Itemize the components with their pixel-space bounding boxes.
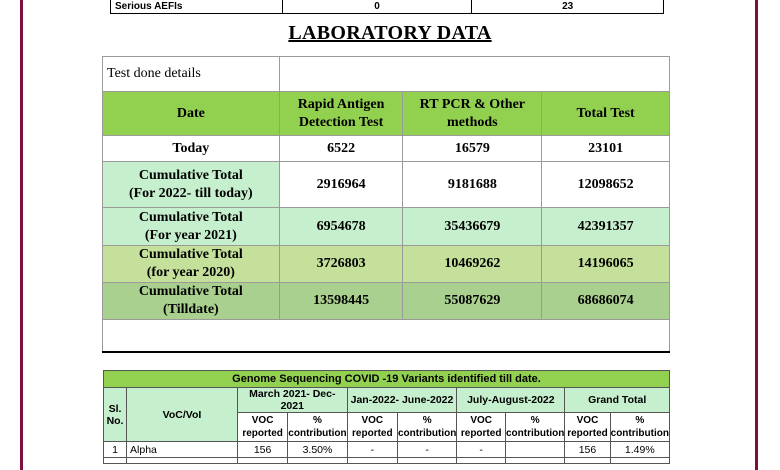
cell-value: - xyxy=(398,442,457,458)
voc-line1: VOC xyxy=(576,415,599,426)
rtpcr-value: 10469262 xyxy=(403,246,542,283)
table-header-row xyxy=(103,92,670,136)
table-row xyxy=(103,57,670,92)
pct-line1: % xyxy=(313,415,322,426)
header-total-test: Total Test xyxy=(542,92,670,136)
pct-line2: contribution xyxy=(610,428,669,439)
total-value: 12098652 xyxy=(542,162,670,208)
header-rtpcr-line2: methods xyxy=(447,114,498,130)
cell-value: - xyxy=(457,442,506,458)
voc-line2: reported xyxy=(242,428,283,439)
aefi-table-fragment xyxy=(110,0,664,14)
row-label: Today xyxy=(103,136,280,162)
table-row xyxy=(111,0,664,14)
empty-cell xyxy=(127,458,238,464)
row-label-line1: Cumulative Total xyxy=(138,167,243,183)
rtpcr-value: 35436679 xyxy=(403,208,542,246)
header-rapid-line2: Detection Test xyxy=(298,114,384,130)
header-voc-reported xyxy=(457,413,506,442)
variant-name: Alpha xyxy=(127,442,238,458)
empty-cell xyxy=(610,458,669,464)
rapid-value: 6954678 xyxy=(279,208,403,246)
header-date: Date xyxy=(103,92,280,136)
total-value: 42391357 xyxy=(542,208,670,246)
empty-cell xyxy=(347,458,397,464)
header-rapid-line1: Rapid Antigen xyxy=(297,96,385,112)
row-label-line1: Cumulative Total xyxy=(138,209,243,225)
empty-cell xyxy=(288,458,347,464)
rtpcr-value: 55087629 xyxy=(403,283,542,320)
empty-cell xyxy=(279,57,669,92)
genome-sequencing-table xyxy=(103,370,670,464)
header-period: Grand Total xyxy=(565,388,670,413)
empty-cell xyxy=(237,458,287,464)
row-label-line2: (For year 2021) xyxy=(144,227,237,243)
pct-line2: contribution xyxy=(398,428,457,439)
voc-line1: VOC xyxy=(251,415,274,426)
header-rapid-antigen xyxy=(279,92,403,136)
rapid-value: 6522 xyxy=(279,136,403,162)
voc-line2: reported xyxy=(460,428,502,439)
empty-cell xyxy=(457,458,506,464)
aefi-value-1: 0 xyxy=(282,0,472,14)
total-value: 68686074 xyxy=(542,283,670,320)
header-period: July-August-2022 xyxy=(457,388,565,413)
pct-line2: contribution xyxy=(288,428,347,439)
table-row xyxy=(103,208,670,246)
page-border-right xyxy=(755,0,758,470)
row-label-line1: Cumulative Total xyxy=(138,247,243,262)
header-pct-contribution xyxy=(398,413,457,442)
row-label xyxy=(103,208,280,246)
genome-table-title: Genome Sequencing COVID -19 Variants identified till date. xyxy=(104,371,670,388)
pct-line1: % xyxy=(422,415,432,426)
cell-value: 156 xyxy=(565,442,610,458)
header-voc-reported xyxy=(237,413,287,442)
voc-line2: reported xyxy=(352,428,393,439)
table-row xyxy=(103,320,670,353)
row-label-line2: (For 2022- till today) xyxy=(128,185,253,201)
cell-value: 3.50% xyxy=(288,442,347,458)
sl-no-value: 1 xyxy=(104,442,127,458)
aefi-row-label: Serious AEFIs xyxy=(111,0,283,14)
table-header-row xyxy=(104,388,670,413)
header-voc-voi: VoC/VoI xyxy=(127,388,238,442)
header-period: March 2021- Dec-2021 xyxy=(237,388,347,413)
rtpcr-value: 16579 xyxy=(403,136,542,162)
empty-cell xyxy=(103,320,670,353)
rapid-value: 2916964 xyxy=(279,162,403,208)
sl-no-line1: Sl. xyxy=(108,402,122,415)
pct-line1: % xyxy=(530,415,540,426)
cell-value: 1.49% xyxy=(610,442,669,458)
pct-line2: contribution xyxy=(506,428,565,439)
voc-line2: reported xyxy=(567,428,608,439)
sl-no-line2: No. xyxy=(106,414,124,427)
row-label-line2: (for year 2020) xyxy=(146,265,235,280)
empty-cell xyxy=(565,458,610,464)
empty-cell xyxy=(506,458,565,464)
row-label xyxy=(103,162,280,208)
row-label-line2: (Tilldate) xyxy=(162,302,219,317)
header-rtpcr-line1: RT PCR & Other xyxy=(419,96,526,112)
total-value: 14196065 xyxy=(542,246,670,283)
table-row xyxy=(103,136,670,162)
table-row xyxy=(104,458,670,464)
table-row xyxy=(103,246,670,283)
cell-value: 156 xyxy=(237,442,287,458)
table-row xyxy=(103,283,670,320)
header-pct-contribution xyxy=(288,413,347,442)
rapid-value: 13598445 xyxy=(279,283,403,320)
header-voc-reported xyxy=(565,413,610,442)
header-pct-contribution xyxy=(506,413,565,442)
header-voc-reported xyxy=(347,413,397,442)
header-pct-contribution xyxy=(610,413,669,442)
empty-cell xyxy=(398,458,457,464)
section-heading: LABORATORY DATA xyxy=(288,22,492,44)
voc-line1: VOC xyxy=(470,415,492,426)
header-sl-no xyxy=(104,388,127,442)
empty-cell xyxy=(104,458,127,464)
row-label-line1: Cumulative Total xyxy=(138,284,243,299)
page-border-left xyxy=(20,0,23,470)
pct-line1: % xyxy=(635,415,645,426)
test-done-details-label: Test done details xyxy=(103,57,280,92)
voc-line1: VOC xyxy=(361,415,384,426)
rtpcr-value: 9181688 xyxy=(403,162,542,208)
cell-value xyxy=(506,442,565,458)
total-value: 23101 xyxy=(542,136,670,162)
row-label xyxy=(103,283,280,320)
header-rt-pcr xyxy=(403,92,542,136)
table-row xyxy=(104,442,670,458)
laboratory-data-table xyxy=(102,56,670,353)
rapid-value: 3726803 xyxy=(279,246,403,283)
cell-value: - xyxy=(347,442,397,458)
row-label xyxy=(103,246,280,283)
divider xyxy=(102,351,670,353)
table-row xyxy=(103,162,670,208)
aefi-value-2: 23 xyxy=(472,0,664,14)
header-period: Jan-2022- June-2022 xyxy=(347,388,457,413)
table-title-row xyxy=(104,371,670,388)
